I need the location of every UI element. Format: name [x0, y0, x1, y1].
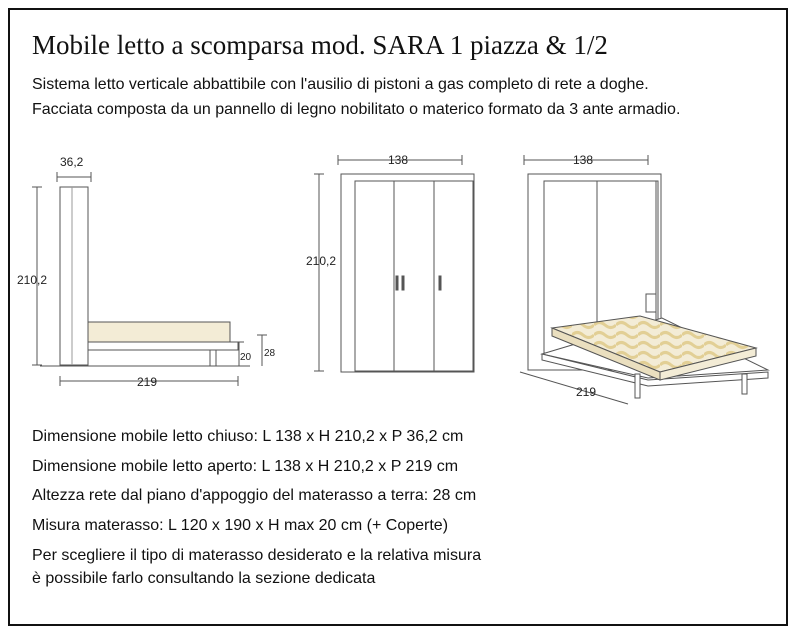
subtitle-line-2: Facciata composta da un pannello di legno nobilitato o materico formato da 3 ante armadio.: [32, 101, 681, 118]
spec-note-line-2: è possibile farlo consultando la sezione dedicata: [32, 570, 376, 587]
side-depth-label: 36,2: [60, 155, 84, 169]
side-length-label: 219: [137, 375, 158, 389]
side-view-drawing: [32, 172, 267, 386]
side-bed-label: 28: [264, 348, 276, 359]
subtitle-line-1: Sistema letto verticale abbattibile con l'ausilio di pistoni a gas completo di rete a doghe.: [32, 76, 649, 93]
front-width-label: 138: [388, 153, 409, 167]
spec-bed-height: Altezza rete dal piano d'appoggio del materasso a terra: 28 cm: [32, 487, 477, 504]
spec-note-line-1: Per scegliere il tipo di materasso desiderato e la relativa misura: [32, 547, 482, 564]
open-width-label: 138: [573, 153, 594, 167]
side-height-label: 210,2: [17, 273, 48, 287]
open-length-label: 219: [576, 385, 597, 399]
front-height-label: 210,2: [306, 254, 337, 268]
front-closed-drawing: [314, 155, 474, 372]
spec-open-dimensions: Dimensione mobile letto aperto: L 138 x H 210,2 x P 219 cm: [32, 458, 459, 475]
open-view-drawing: [520, 155, 768, 404]
side-leg-label: 20: [240, 352, 252, 363]
page-title: Mobile letto a scomparsa mod. SARA 1 piazza & 1/2: [32, 30, 608, 60]
spec-closed-dimensions: Dimensione mobile letto chiuso: L 138 x H 210,2 x P 36,2 cm: [32, 428, 464, 445]
spec-mattress-size: Misura materasso: L 120 x 190 x H max 20 cm (+ Coperte): [32, 517, 449, 534]
